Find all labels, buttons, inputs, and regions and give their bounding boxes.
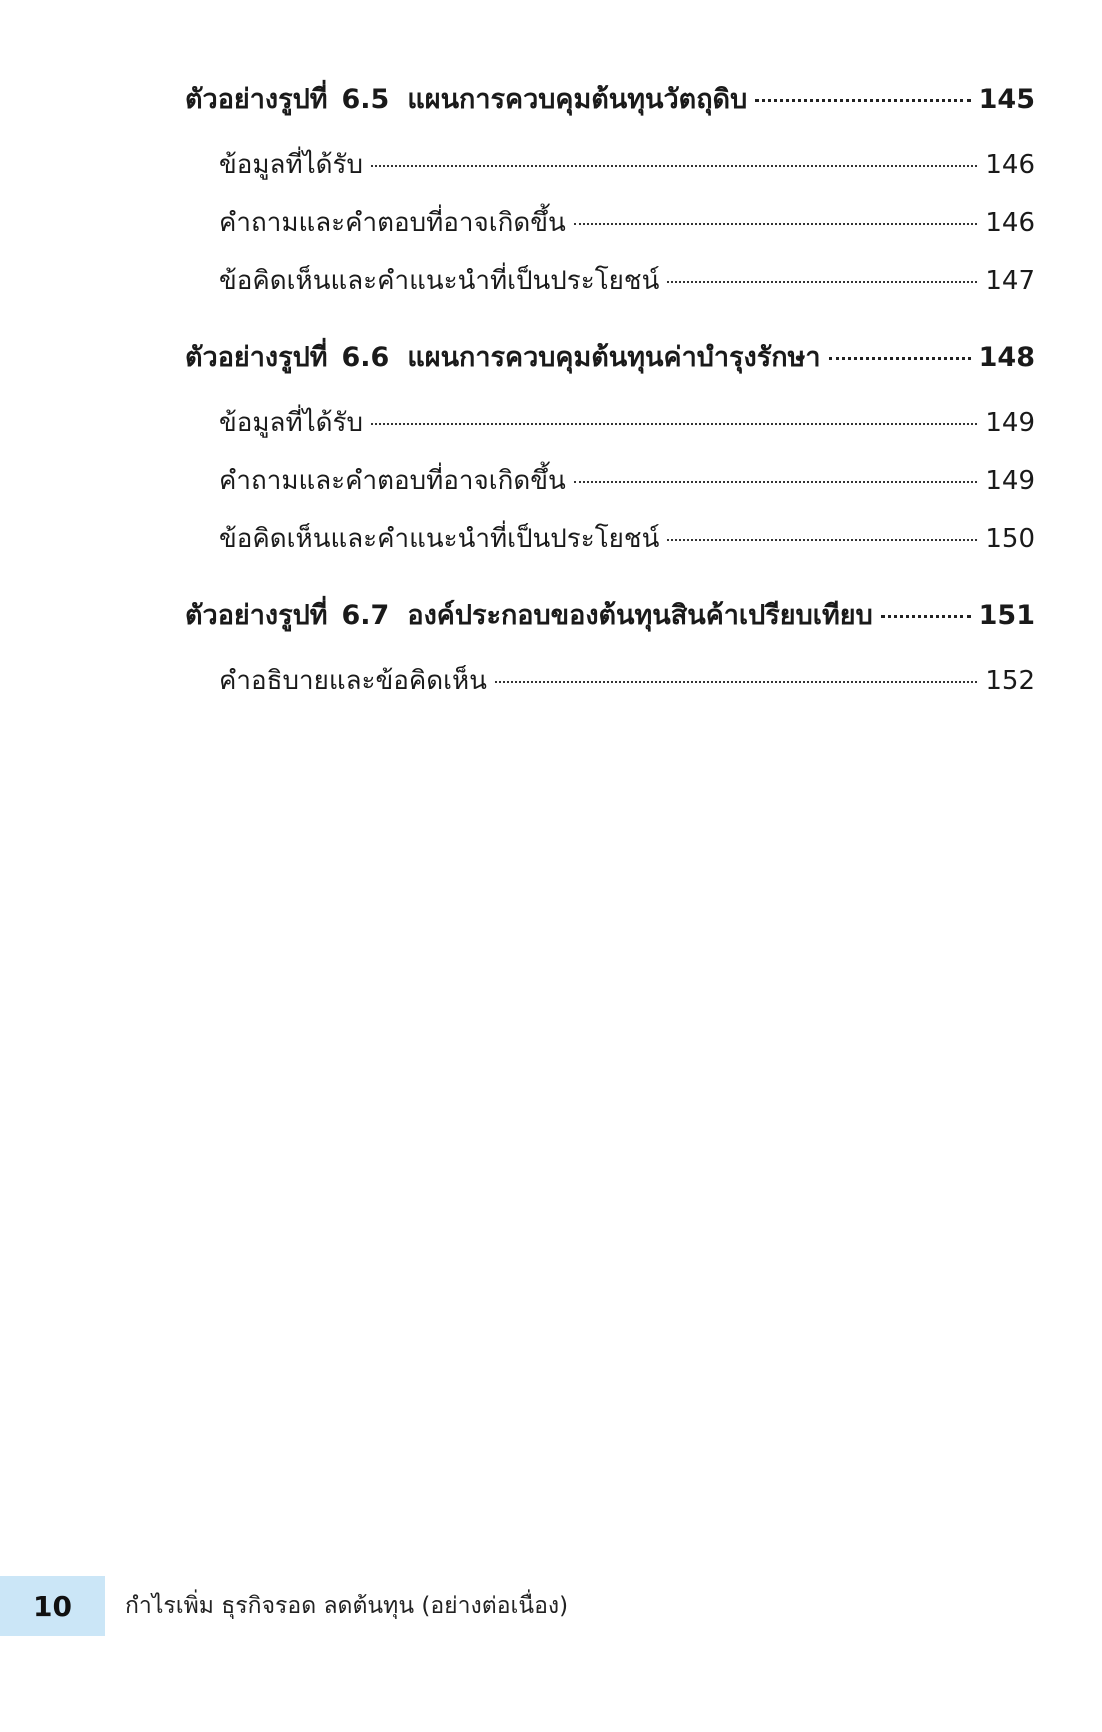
dot-leader (574, 223, 978, 225)
toc-item[interactable] (185, 510, 1035, 568)
page-number: 146 (985, 208, 1035, 238)
dot-leader (574, 481, 978, 483)
book-title: กำไรเพิ่ม ธุรกิจรอด ลดต้นทุน (อย่างต่อเนื่อง) (125, 1593, 569, 1619)
toc-section (185, 588, 1035, 710)
page-number: 152 (985, 666, 1035, 696)
table-of-contents (185, 72, 1035, 730)
page-number: 148 (978, 342, 1035, 373)
figure-number: 6.5 (341, 84, 390, 115)
toc-item[interactable] (185, 394, 1035, 452)
toc-section (185, 330, 1035, 568)
dot-leader (881, 615, 971, 618)
item-title: คำอธิบายและข้อคิดเห็น (219, 666, 487, 696)
page-number: 151 (978, 600, 1035, 631)
toc-item[interactable] (185, 194, 1035, 252)
page-number: 147 (985, 266, 1035, 296)
figure-label: ตัวอย่างรูปที่ (185, 342, 328, 373)
item-title: ข้อมูลที่ได้รับ (219, 150, 364, 180)
figure-label: ตัวอย่างรูปที่ (185, 84, 328, 115)
page-number: 149 (985, 408, 1035, 438)
dot-leader (667, 539, 977, 541)
dot-leader (755, 99, 970, 102)
figure-number: 6.7 (341, 600, 390, 631)
item-title: ข้อคิดเห็นและคำแนะนำที่เป็นประโยชน์ (219, 524, 660, 554)
item-title: คำถามและคำตอบที่อาจเกิดขึ้น (219, 208, 566, 238)
toc-item[interactable] (185, 652, 1035, 710)
toc-item[interactable] (185, 452, 1035, 510)
footer-page-number: 10 (0, 1576, 105, 1636)
figure-number: 6.6 (341, 342, 390, 373)
heading-title: แผนการควบคุมต้นทุนค่าบำรุงรักษา (407, 342, 821, 373)
item-title: ข้อมูลที่ได้รับ (219, 408, 364, 438)
figure-label: ตัวอย่างรูปที่ (185, 600, 328, 631)
heading-title: แผนการควบคุมต้นทุนวัตถุดิบ (407, 84, 748, 115)
toc-heading[interactable] (185, 72, 1035, 128)
toc-heading[interactable] (185, 588, 1035, 644)
heading-title: องค์ประกอบของต้นทุนสินค้าเปรียบเทียบ (407, 600, 873, 631)
toc-item[interactable] (185, 252, 1035, 310)
item-title: คำถามและคำตอบที่อาจเกิดขึ้น (219, 466, 566, 496)
page-number: 146 (985, 150, 1035, 180)
dot-leader (371, 423, 977, 425)
page-number: 145 (978, 84, 1035, 115)
toc-section (185, 72, 1035, 310)
toc-item[interactable] (185, 136, 1035, 194)
item-title: ข้อคิดเห็นและคำแนะนำที่เป็นประโยชน์ (219, 266, 660, 296)
page-number: 150 (985, 524, 1035, 554)
toc-heading[interactable] (185, 330, 1035, 386)
dot-leader (829, 357, 971, 360)
page-footer (0, 1576, 568, 1636)
dot-leader (371, 165, 977, 167)
dot-leader (667, 281, 977, 283)
page-number: 149 (985, 466, 1035, 496)
dot-leader (495, 681, 977, 683)
